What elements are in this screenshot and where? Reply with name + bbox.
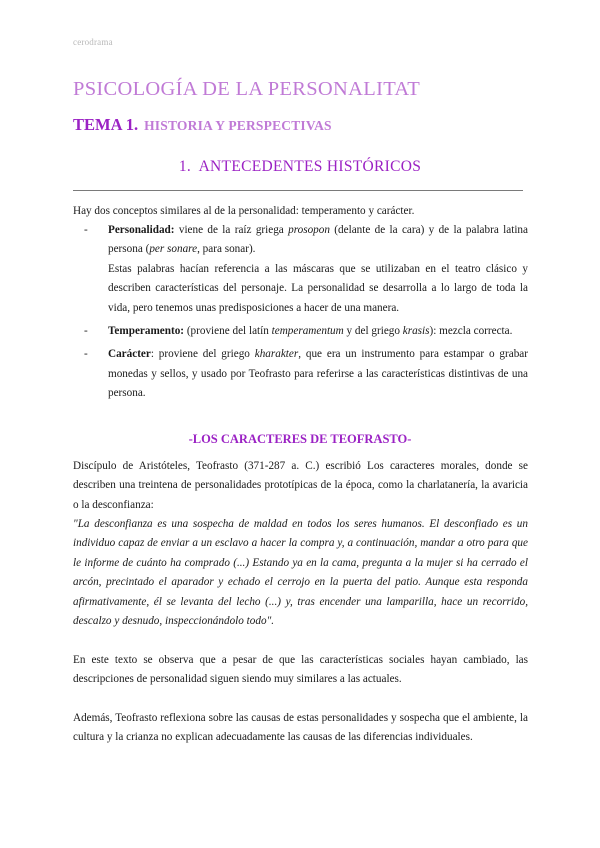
tema-title: HISTORIA Y PERSPECTIVAS: [144, 118, 332, 133]
tema-number: TEMA 1.: [73, 115, 139, 134]
teofrasto-quote: "La desconfianza es una sospecha de maldad en todos los seres humanos. El desconfiado es un individuo capaz de enviar a un esclavo a hacer la compra y, a continuación, mandar a otro para que le informe de cuánto ha comprado (...) Estando ya en la cama, pregunta a la mujer si ha cerrado el arcón, precintado el aparador y echado el cerrojo en la puerta del patio. Aunque esta responda afirmativamente, él se levanta del lecho (...) y, tras encender una lamparilla, hace un recorrido, descalzo y desnudo, inspeccionándolo todo".: [73, 518, 528, 628]
section-title: ANTECEDENTES HISTÓRICOS: [198, 158, 422, 175]
conclusion-paragraph: Además, Teofrasto reflexiona sobre las causas de estas personalidades y sospecha que el ambiente, la cultura y la crianza no explican adecuadamente las causas de las diferencias individuales.: [73, 712, 528, 744]
list-item-temperamento: [73, 322, 528, 345]
list-item-text: : proviene del griego: [150, 348, 255, 361]
list-item-text: (proviene del latín: [184, 325, 272, 338]
term-personalidad: Personalidad:: [108, 224, 175, 236]
list-item-text: viene de la raíz griega: [174, 224, 289, 236]
watermark-text: cerodrama: [73, 37, 113, 47]
list-item-italic: per sonare: [149, 243, 198, 256]
observation-paragraph: En este texto se observa que a pesar de que las características sociales hayan cambiado, las descripciones de personalidad siguen siendo muy similares a las actuales.: [73, 654, 528, 686]
list-item-caracter: [73, 345, 528, 403]
list-item-extra: Estas palabras hacían referencia a las máscaras que se utilizaban en el teatro clásico y describen características del personaje. La personalidad se desarrolla a lo largo de toda la vida, pero tenemos unas predisposiciones a hacer de una manera.: [108, 262, 528, 314]
concept-list: [73, 221, 528, 404]
list-item-italic: kharakter: [254, 348, 299, 361]
document-title: PSICOLOGÍA DE LA PERSONALITAT: [73, 78, 421, 100]
bullet-dash: -: [84, 325, 88, 338]
term-caracter: Carácter: [108, 348, 151, 361]
teofrasto-paragraph: Discípulo de Aristóteles, Teofrasto (371-287 a. C.) escribió Los caracteres morales, donde se describen una treintena de personalidades prototípicas de la época, como la charlatanería, la avaricia o la desconfianza:: [73, 460, 528, 511]
subsection-heading: -LOS CARACTERES DE TEOFRASTO-: [188, 432, 412, 446]
section-divider: [73, 190, 523, 191]
list-item-text: , que era un instrumento para estampar o grabar monedas y sellos, y usado por Teofrasto para referirse a las características distintivas de una persona.: [108, 348, 528, 400]
bullet-dash: -: [84, 348, 88, 361]
intro-paragraph: Hay dos conceptos similares al de la personalidad: temperamento y carácter.: [73, 205, 415, 217]
list-item-italic: krasis: [402, 325, 430, 338]
section-number: 1.: [178, 158, 192, 175]
term-temperamento: Temperamento:: [108, 325, 185, 338]
list-item-personalidad: [73, 221, 528, 322]
section-heading: [0, 158, 600, 176]
bullet-dash: -: [84, 224, 88, 236]
list-item-text: , para sonar).: [197, 243, 256, 256]
list-item-italic: temperamentum: [271, 325, 344, 338]
tema-heading: [73, 110, 332, 137]
list-item-text: y del griego: [343, 325, 403, 338]
list-item-italic: prosopon: [288, 224, 330, 236]
list-item-text: ): mezcla correcta.: [429, 325, 513, 338]
list-item-text: (delante de la cara) y de la palabra latina persona (: [108, 224, 528, 256]
